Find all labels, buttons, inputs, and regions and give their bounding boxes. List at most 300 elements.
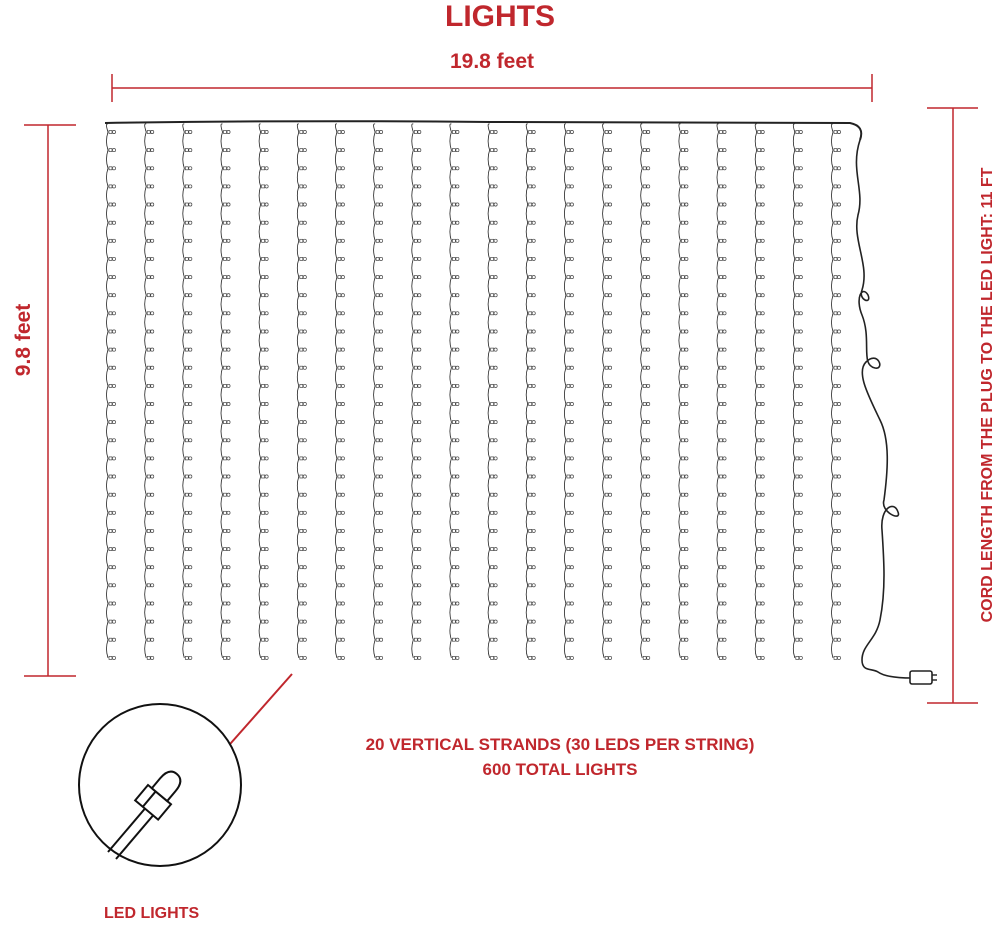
led-bulb xyxy=(491,602,498,605)
led-bulb xyxy=(605,421,612,424)
led-bulb xyxy=(376,312,383,315)
led-lights-label: LED LIGHTS xyxy=(104,905,200,922)
led-bulb xyxy=(720,239,727,242)
led-bulb xyxy=(376,566,383,569)
led-bulb xyxy=(567,511,574,514)
led-bulb xyxy=(452,149,459,152)
led-bulb xyxy=(720,276,727,279)
led-bulb xyxy=(605,584,612,587)
led-bulb xyxy=(758,602,765,605)
led-bulb xyxy=(681,257,688,260)
led-bulb xyxy=(643,312,650,315)
led-bulb xyxy=(491,439,498,442)
led-bulb xyxy=(491,366,498,369)
led-bulb xyxy=(643,656,650,659)
led-bulb xyxy=(567,167,574,170)
led-bulb xyxy=(796,439,803,442)
led-bulb xyxy=(414,566,421,569)
led-bulb xyxy=(300,566,307,569)
led-bulb xyxy=(529,548,536,551)
led-bulb xyxy=(414,130,421,133)
led-bulb xyxy=(834,602,841,605)
led-bulb xyxy=(529,149,536,152)
led-bulb xyxy=(643,366,650,369)
led-bulb xyxy=(147,239,154,242)
led-bulb xyxy=(567,638,574,641)
led-bulb xyxy=(414,602,421,605)
led-bulb xyxy=(681,239,688,242)
led-bulb xyxy=(605,348,612,351)
led-bulb xyxy=(681,421,688,424)
led-bulb xyxy=(452,330,459,333)
led-bulb xyxy=(338,348,345,351)
led-bulb xyxy=(491,167,498,170)
led-bulb xyxy=(758,312,765,315)
led-bulb xyxy=(262,185,269,188)
strands-description: 20 VERTICAL STRANDS (30 LEDS PER STRING) xyxy=(365,735,755,754)
led-bulb xyxy=(452,402,459,405)
led-bulb xyxy=(567,257,574,260)
led-bulb xyxy=(147,312,154,315)
led-bulb xyxy=(109,294,116,297)
led-bulb xyxy=(414,330,421,333)
led-bulb xyxy=(262,457,269,460)
led-bulb xyxy=(681,402,688,405)
led-bulb xyxy=(529,294,536,297)
light-strand xyxy=(145,124,154,660)
led-bulb xyxy=(720,294,727,297)
led-bulb xyxy=(185,620,192,623)
led-bulb xyxy=(529,493,536,496)
led-bulb xyxy=(338,366,345,369)
led-bulb xyxy=(224,402,231,405)
led-bulb xyxy=(109,402,116,405)
led-bulb xyxy=(643,620,650,623)
led-bulb xyxy=(643,330,650,333)
led-bulb xyxy=(376,167,383,170)
led-bulb xyxy=(720,203,727,206)
led-bulb xyxy=(681,330,688,333)
led-bulb xyxy=(681,312,688,315)
led-bulb xyxy=(834,276,841,279)
led-bulb xyxy=(414,167,421,170)
led-bulb xyxy=(796,294,803,297)
led-bulb xyxy=(376,276,383,279)
led-bulb xyxy=(414,185,421,188)
led-bulb xyxy=(605,656,612,659)
led-bulb xyxy=(262,130,269,133)
led-bulb xyxy=(109,312,116,315)
led-bulb xyxy=(414,239,421,242)
led-bulb xyxy=(834,221,841,224)
led-bulb xyxy=(262,656,269,659)
led-bulb xyxy=(605,402,612,405)
led-bulb xyxy=(109,167,116,170)
light-strand xyxy=(679,124,688,660)
led-bulb xyxy=(529,457,536,460)
led-bulb xyxy=(452,167,459,170)
led-bulb xyxy=(720,330,727,333)
led-bulb xyxy=(605,475,612,478)
led-bulb xyxy=(720,149,727,152)
led-bulb xyxy=(109,584,116,587)
led-bulb xyxy=(834,239,841,242)
led-bulb xyxy=(681,276,688,279)
led-bulb xyxy=(681,566,688,569)
led-bulb xyxy=(491,529,498,532)
led-bulb xyxy=(605,366,612,369)
led-bulb xyxy=(567,294,574,297)
light-strand xyxy=(526,124,535,660)
light-strand xyxy=(107,124,116,660)
led-bulb xyxy=(529,276,536,279)
led-bulb xyxy=(147,656,154,659)
led-magnifier xyxy=(79,704,241,866)
led-bulb xyxy=(529,130,536,133)
power-cord xyxy=(856,140,912,678)
led-bulb xyxy=(414,348,421,351)
led-bulb xyxy=(452,348,459,351)
light-strand xyxy=(259,124,268,660)
led-bulb xyxy=(147,185,154,188)
led-bulb xyxy=(529,257,536,260)
led-bulb xyxy=(262,167,269,170)
led-bulb xyxy=(605,330,612,333)
led-bulb xyxy=(643,511,650,514)
led-bulb xyxy=(681,130,688,133)
led-bulb xyxy=(681,348,688,351)
led-bulb xyxy=(681,602,688,605)
led-bulb xyxy=(376,548,383,551)
led-bulb xyxy=(185,330,192,333)
led-bulb xyxy=(185,203,192,206)
led-bulb xyxy=(414,221,421,224)
led-bulb xyxy=(758,584,765,587)
led-bulb xyxy=(262,638,269,641)
led-bulb xyxy=(605,312,612,315)
led-bulb xyxy=(224,330,231,333)
led-bulb xyxy=(376,656,383,659)
led-bulb xyxy=(681,185,688,188)
led-bulb xyxy=(300,185,307,188)
title: LIGHTS xyxy=(445,0,555,33)
led-bulb xyxy=(643,348,650,351)
led-bulb xyxy=(796,203,803,206)
led-bulb xyxy=(567,439,574,442)
led-bulb xyxy=(567,203,574,206)
light-strand xyxy=(297,124,306,660)
led-bulb xyxy=(109,493,116,496)
total-lights-description: 600 TOTAL LIGHTS xyxy=(482,760,638,779)
led-bulb xyxy=(567,529,574,532)
led-bulb xyxy=(452,203,459,206)
led-bulb xyxy=(681,384,688,387)
led-bulb xyxy=(452,620,459,623)
led-bulb xyxy=(109,475,116,478)
led-bulb xyxy=(147,457,154,460)
led-bulb xyxy=(529,330,536,333)
led-bulb xyxy=(834,638,841,641)
led-bulb xyxy=(796,130,803,133)
led-bulb xyxy=(452,384,459,387)
led-bulb xyxy=(300,167,307,170)
led-bulb xyxy=(720,548,727,551)
led-bulb xyxy=(262,402,269,405)
led-bulb xyxy=(681,167,688,170)
led-bulb xyxy=(224,294,231,297)
led-bulb xyxy=(376,130,383,133)
led-bulb xyxy=(147,276,154,279)
led-bulb xyxy=(338,638,345,641)
led-bulb xyxy=(300,330,307,333)
led-bulb xyxy=(147,584,154,587)
led-bulb xyxy=(720,511,727,514)
led-bulb xyxy=(414,312,421,315)
led-bulb xyxy=(300,294,307,297)
led-bulb xyxy=(147,257,154,260)
led-bulb xyxy=(758,656,765,659)
led-bulb xyxy=(605,294,612,297)
led-bulb xyxy=(605,620,612,623)
led-bulb xyxy=(338,548,345,551)
led-bulb xyxy=(643,493,650,496)
led-bulb xyxy=(300,457,307,460)
led-bulb xyxy=(529,185,536,188)
led-bulb xyxy=(376,475,383,478)
led-bulb xyxy=(109,548,116,551)
led-bulb xyxy=(224,384,231,387)
led-bulb xyxy=(262,221,269,224)
led-bulb xyxy=(224,475,231,478)
led-bulb xyxy=(338,239,345,242)
led-bulb xyxy=(796,656,803,659)
led-bulb xyxy=(338,475,345,478)
light-strand xyxy=(564,124,573,660)
led-bulb xyxy=(491,348,498,351)
led-bulb xyxy=(224,276,231,279)
led-bulb xyxy=(376,348,383,351)
led-bulb xyxy=(338,511,345,514)
led-bulb xyxy=(414,402,421,405)
led-bulb xyxy=(376,620,383,623)
led-bulb xyxy=(720,638,727,641)
led-bulb xyxy=(262,366,269,369)
led-bulb xyxy=(567,566,574,569)
led-bulb xyxy=(567,276,574,279)
led-bulb xyxy=(338,620,345,623)
led-bulb xyxy=(338,330,345,333)
led-bulb xyxy=(796,638,803,641)
led-bulb xyxy=(338,584,345,587)
led-bulb xyxy=(224,167,231,170)
led-bulb xyxy=(796,185,803,188)
led-bulb xyxy=(834,149,841,152)
led-bulb xyxy=(452,529,459,532)
led-bulb xyxy=(414,276,421,279)
led-bulb xyxy=(491,493,498,496)
led-bulb xyxy=(491,566,498,569)
led-bulb xyxy=(452,475,459,478)
led-bulb xyxy=(567,221,574,224)
led-bulb xyxy=(643,239,650,242)
led-bulb xyxy=(643,294,650,297)
led-bulb xyxy=(414,638,421,641)
led-bulb xyxy=(338,312,345,315)
led-bulb xyxy=(796,548,803,551)
led-bulb xyxy=(491,548,498,551)
led-bulb xyxy=(185,529,192,532)
led-bulb xyxy=(720,493,727,496)
led-bulb xyxy=(567,130,574,133)
led-bulb xyxy=(720,348,727,351)
led-bulb xyxy=(720,584,727,587)
led-bulb xyxy=(643,167,650,170)
led-bulb xyxy=(338,566,345,569)
led-bulb xyxy=(796,475,803,478)
led-bulb xyxy=(338,221,345,224)
led-bulb xyxy=(758,475,765,478)
led-bulb xyxy=(262,330,269,333)
led-bulb xyxy=(452,439,459,442)
led-bulb xyxy=(834,566,841,569)
led-bulb xyxy=(185,475,192,478)
led-bulb xyxy=(300,366,307,369)
led-bulb xyxy=(224,257,231,260)
led-bulb xyxy=(529,239,536,242)
led-bulb xyxy=(185,584,192,587)
led-bulb xyxy=(224,566,231,569)
led-bulb xyxy=(452,366,459,369)
led-bulb xyxy=(491,638,498,641)
led-bulb xyxy=(681,439,688,442)
led-bulb xyxy=(300,402,307,405)
led-bulb xyxy=(185,257,192,260)
led-bulb xyxy=(338,656,345,659)
led-bulb xyxy=(758,493,765,496)
led-bulb xyxy=(758,203,765,206)
led-bulb xyxy=(414,257,421,260)
led-bulb xyxy=(643,529,650,532)
led-bulb xyxy=(300,221,307,224)
led-bulb xyxy=(414,421,421,424)
led-bulb xyxy=(796,402,803,405)
led-bulb xyxy=(300,638,307,641)
led-bulb xyxy=(414,493,421,496)
led-bulb xyxy=(796,493,803,496)
led-bulb xyxy=(262,312,269,315)
led-bulb xyxy=(643,421,650,424)
led-bulb xyxy=(491,620,498,623)
led-bulb xyxy=(338,167,345,170)
led-bulb xyxy=(529,475,536,478)
led-bulb xyxy=(643,602,650,605)
led-bulb xyxy=(224,366,231,369)
led-bulb xyxy=(147,203,154,206)
led-bulb xyxy=(643,276,650,279)
led-bulb xyxy=(758,330,765,333)
cord-dimension-line xyxy=(927,108,978,703)
led-bulb xyxy=(414,457,421,460)
led-bulb xyxy=(605,439,612,442)
led-bulb xyxy=(720,185,727,188)
led-bulb xyxy=(491,294,498,297)
led-bulb xyxy=(109,421,116,424)
led-bulb xyxy=(834,366,841,369)
led-bulb xyxy=(262,584,269,587)
led-bulb xyxy=(452,584,459,587)
led-bulb xyxy=(567,602,574,605)
led-bulb xyxy=(529,529,536,532)
led-bulb xyxy=(376,149,383,152)
led-bulb xyxy=(147,439,154,442)
led-bulb xyxy=(681,620,688,623)
led-bulb xyxy=(262,475,269,478)
led-bulb xyxy=(300,439,307,442)
led-bulb xyxy=(300,257,307,260)
led-bulb xyxy=(452,602,459,605)
led-bulb xyxy=(605,457,612,460)
led-bulb xyxy=(605,239,612,242)
led-bulb xyxy=(567,239,574,242)
light-strand xyxy=(221,124,230,660)
led-bulb xyxy=(605,185,612,188)
led-bulb xyxy=(491,221,498,224)
led-bulb xyxy=(491,203,498,206)
led-bulb xyxy=(414,149,421,152)
led-bulb xyxy=(185,457,192,460)
led-bulb xyxy=(300,421,307,424)
led-bulb xyxy=(834,421,841,424)
led-bulb xyxy=(796,239,803,242)
led-bulb xyxy=(338,149,345,152)
led-bulb xyxy=(338,294,345,297)
led-bulb xyxy=(491,421,498,424)
led-bulb xyxy=(834,384,841,387)
led-bulb xyxy=(338,402,345,405)
led-bulb xyxy=(681,203,688,206)
led-bulb xyxy=(300,548,307,551)
led-bulb xyxy=(300,203,307,206)
led-bulb xyxy=(605,167,612,170)
led-bulb xyxy=(605,566,612,569)
led-bulb xyxy=(147,348,154,351)
led-bulb xyxy=(452,294,459,297)
led-bulb xyxy=(185,276,192,279)
led-bulb xyxy=(758,348,765,351)
led-bulb xyxy=(529,203,536,206)
led-bulb xyxy=(796,457,803,460)
led-bulb xyxy=(720,130,727,133)
led-bulb xyxy=(567,548,574,551)
led-bulb xyxy=(796,384,803,387)
led-bulb xyxy=(491,257,498,260)
led-bulb xyxy=(796,330,803,333)
led-bulb xyxy=(567,656,574,659)
led-bulb xyxy=(147,167,154,170)
led-bulb xyxy=(681,294,688,297)
led-bulb xyxy=(224,312,231,315)
led-bulb xyxy=(338,493,345,496)
led-bulb xyxy=(529,312,536,315)
led-bulb xyxy=(758,294,765,297)
cord-length-label: CORD LENGTH FROM THE PLUG TO THE LED LIGHT: 11 FT xyxy=(979,167,996,623)
led-bulb xyxy=(109,529,116,532)
led-bulb xyxy=(720,221,727,224)
led-bulb xyxy=(300,602,307,605)
led-bulb xyxy=(376,638,383,641)
led-bulb xyxy=(643,130,650,133)
led-bulb xyxy=(796,584,803,587)
